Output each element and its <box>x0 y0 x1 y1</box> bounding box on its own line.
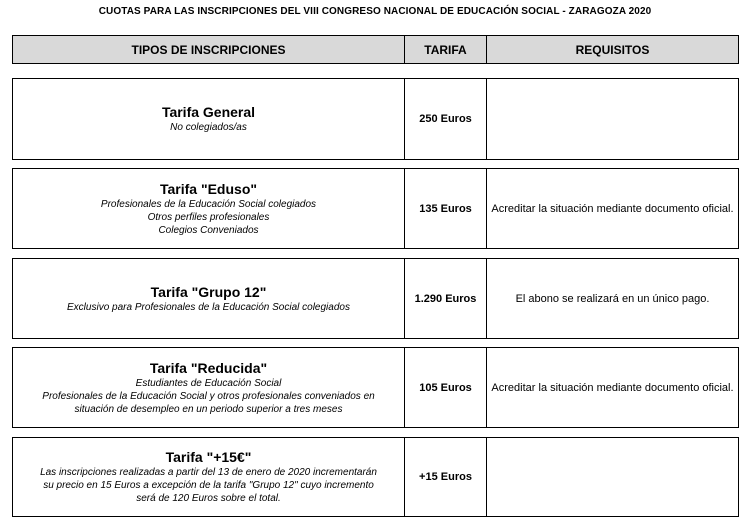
rate-description-line: su precio en 15 Euros a excepción de la tarifa "Grupo 12" cuyo incremento <box>43 480 374 491</box>
header-requirements: REQUISITOS <box>575 42 650 57</box>
rate-description-line: será de 120 Euros sobre el total. <box>136 493 281 504</box>
rate-row-plus-15 <box>12 437 739 517</box>
rate-type-cell <box>13 259 405 338</box>
rate-fee: 1.290 Euros <box>405 259 487 338</box>
rate-fee: +15 Euros <box>405 438 487 516</box>
rate-description-line: No colegiados/as <box>170 122 247 133</box>
header-types: TIPOS DE INSCRIPCIONES <box>13 36 405 63</box>
rate-type-cell <box>13 169 405 248</box>
rate-row-grupo-12 <box>12 258 739 339</box>
rate-name: Tarifa "Eduso" <box>159 180 258 197</box>
rate-description-line: situación de desempleo en un periodo superior a tres meses <box>74 403 343 415</box>
rate-requirement <box>487 79 738 159</box>
rate-row-eduso <box>12 168 739 249</box>
rate-name: Tarifa "+15€" <box>165 449 252 465</box>
rate-requirement <box>487 438 738 516</box>
rate-description-line: Colegios Conveniados <box>158 224 259 236</box>
rate-description-line: Profesionales de la Educación Social colegiados <box>100 198 317 210</box>
rate-fee: 135 Euros <box>405 169 487 248</box>
rate-row-reducida <box>12 347 739 428</box>
rate-description-line: Profesionales de la Educación Social y otros profesionales conveniados en <box>42 390 375 402</box>
rate-name: Tarifa "Reducida" <box>149 359 268 376</box>
rate-requirement: Acreditar la situación mediante documento oficial. <box>491 202 734 215</box>
table-header <box>12 35 739 64</box>
rate-name: Tarifa General <box>161 104 256 120</box>
rate-type-cell <box>13 348 405 427</box>
rate-fee: 250 Euros <box>405 79 487 159</box>
rate-row-general <box>12 78 739 160</box>
rate-type-cell <box>13 79 405 159</box>
header-fee: TARIFA <box>405 36 487 63</box>
rate-requirement: El abono se realizará en un único pago. <box>515 292 710 305</box>
rate-description-line: Exclusivo para Profesionales de la Educación Social colegiados <box>67 301 350 313</box>
rate-requirement: Acreditar la situación mediante documento oficial. <box>491 381 734 394</box>
rate-fee: 105 Euros <box>405 348 487 427</box>
rate-description-line: Las inscripciones realizadas a partir del 13 de enero de 2020 incrementarán <box>40 467 377 478</box>
rate-description-line: Otros perfiles profesionales <box>147 211 270 223</box>
rate-type-cell <box>13 438 405 516</box>
rate-name: Tarifa "Grupo 12" <box>150 283 267 300</box>
document-title: CUOTAS PARA LAS INSCRIPCIONES DEL VIII CONGRESO NACIONAL DE EDUCACIÓN SOCIAL - ZARAGOZA 2020 <box>98 6 652 17</box>
rate-description-line: Estudiantes de Educación Social <box>135 377 282 389</box>
